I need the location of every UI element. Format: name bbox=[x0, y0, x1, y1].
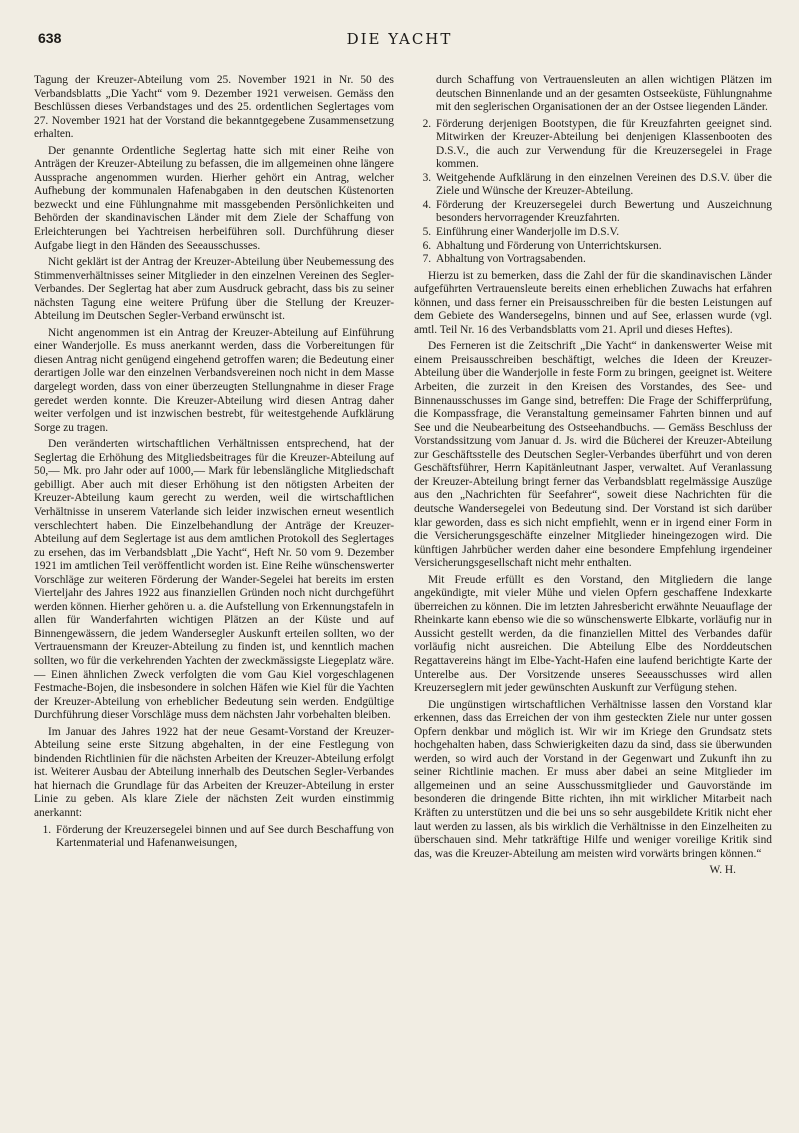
paragraph: Der genannte Ordentliche Seglertag hatte sich mit einer Reihe von Anträgen der Kreuzer-Abteilung zu befassen, die im allgemeinen ohne längere Aussprache angenommen wurden. Hierher gehört ein Antrag, welcher Aufhebung der kommunalen Hafenabgaben in den deutschen Küstenorten bezweckt und eine Fühlungnahme mit massgebenden Persönlichkeiten und Behörden der skandinavischen Länder mit dem Ziele der Schaffung von Erleichterungen bei Yachtreisen herbeiführen soll. Durchführung dieser Aufgabe liegt in den Händen des Seeausschusses. bbox=[34, 144, 394, 252]
goals-list bbox=[34, 824, 394, 851]
list-item: 6. Abhaltung und Förderung von Unterrichtskursen. bbox=[434, 240, 772, 254]
paragraph: Die ungünstigen wirtschaftlichen Verhältnisse lassen den Vorstand klar erkennen, dass das Erreichen der von ihm gesteckten Ziele nur unter gossen Opfern denkbar und möglich ist. Wir wir im Kriege den Grundsatz stets hochgehalten haben, dass Schwierigkeiten dazu da sind, dass sie überwunden werden, so wird auch der Vorstand in der Gegenwart und Zukunft ihn zu seiner Richtlinie machen. Er muss aber dabei an seine Mitglieder im allgemeinen und an seine Ausschussmitglieder und Gauvorstände im besonderen die dringende Bitte richten, ihn mit wirklicher Mitarbeit nach Kräften zu unterstützen und die bei uns so sehr ausgebildete Kritik nicht eher laut werden zu lassen, als bis wirklich die Verhältnisse in den Einzelheiten zu überschauen sind. Mehr tatkräftige Hilfe und weniger voreilige Kritik sind das, was die Kreuzer-Abteilung am meisten wird vorwärts bringen können.“ bbox=[414, 698, 772, 860]
list-item: 2. Förderung derjenigen Bootstypen, die für Kreuzfahrten geeignet sind. Mitwirken der Kreuzer-Abteilung bei denjenigen Klassenbooten des D.S.V., die auch zur Verwendung für die Kreuzersegelei in Frage kommen. bbox=[434, 118, 772, 172]
list-item: 7. Abhaltung von Vortragsabenden. bbox=[434, 253, 772, 267]
paragraph: Des Ferneren ist die Zeitschrift „Die Yacht“ in dankenswerter Weise mit einem Preisausschreiben beschäftigt, welches die Ideen der Kreuzer-Abteilung über die Wanderjolle in feste Form zu bringen, geeignet ist. Weitere Arbeiten, die zurzeit in den Kreisen des Vorstandes, des See- und Binnenausschusses im Gange sind, betreffen: Die Frage der Schifferprüfung, die Kompassfrage, die Veranstaltung gemeinsamer Fahrten binnen und auf See und die Neubearbeitung des Ostseehandbuchs. — Gemäss Beschluss der Vorstandssitzung vom Januar d. Js. wird die Bücherei der Kreuzer-Abteilung zur Geschäftsstelle des Deutschen Segler-Verbandes überführt und von deren Geschäftsführer, Herrn Kapitänleutnant Jasper, verwaltet. Auf Veranlassung der Kreuzer-Abteilung bringt ferner das Verbandsblatt regelmässige Auszüge aus den „Nachrichten für Seefahrer“, soweit diese Nachrichten für die deutsche Wandersegelei von Bedeutung sind. Der Vorstand ist sich darüber klar geworden, dass es sich nicht empfiehlt, wenn er in irgend einer Form in die Versicherungsgeschäfte einzelner Mitglieder hineingezogen wird. Die künftigen Jahrbücher werden daher eine besondere Empfehlung irgendeiner Versicherungsgesellschaft nicht mehr enthalten. bbox=[414, 340, 772, 570]
signature: W. H. bbox=[709, 864, 736, 877]
running-title: DIE YACHT bbox=[346, 30, 453, 48]
paragraph: Tagung der Kreuzer-Abteilung vom 25. November 1921 in Nr. 50 des Verbandsblatts „Die Yacht“ vom 9. Dezember 1921 verweisen. Gemäss den Beschlüssen dieses Verbandstages und des 25. ordentlichen Seglertages vom 27. November 1921 hat der Vorstand die bekanntgegebene Zusammensetzung erhalten. bbox=[34, 74, 394, 141]
page-header bbox=[34, 30, 765, 52]
paragraph: Mit Freude erfüllt es den Vorstand, den Mitgliedern die lange angekündigte, mit vieler Mühe und vielen Opfern geschaffene Indexkarte überreichen zu können. Die im letzten Jahresbericht erwähnte Neuauflage der Rheinkarte kann ebenso wie die so wünschenswerte Elbkarte, vorläufig nur in Aussicht gestellt werden, da die finanziellen Mittel des Verbandes dafür vorläufig nicht ausreichen. Die Abteilung Elbe des Norddeutschen Regattavereins hängt im Elbe-Yacht-Hafen eine laufend berichtigte Karte der Unterelbe aus. Der Vorsitzende unseres Seeausschusses wird allen Kreuzerseglern mit jeder gewünschten Auskunft zur Verfügung stehen. bbox=[414, 573, 772, 695]
list-item: 5. Einführung einer Wanderjolle im D.S.V. bbox=[434, 226, 772, 240]
goals-list-continued bbox=[414, 118, 772, 267]
paragraph: Nicht angenommen ist ein Antrag der Kreuzer-Abteilung auf Einführung einer Wanderjolle. Es muss anerkannt werden, dass die Vorbereitungen für diesen Antrag nicht genügend eingehend getroffen waren; die Bedeutung einer derartigen Jolle war den einzelnen Verbandsvereinen noch nicht in dem Masse dargelegt worden, dass von einer überzeugten Stellungnahme in dieser Frage geredet werden konnte. Die Kreuzer-Abteilung wird diesen Antrag daher weiter verfolgen und ist inzwischen bestrebt, für weitestgehende Aufklärung Sorge zu tragen. bbox=[34, 326, 394, 434]
right-column bbox=[414, 74, 772, 881]
paragraph: Nicht geklärt ist der Antrag der Kreuzer-Abteilung über Neubemessung des Stimmenverhältnisses seiner Mitglieder in den einzelnen Vereinen des Segler-Verbandes. Der Seglertag hat aber zum Ausdruck gebracht, dass bis zu seiner nächsten Tagung eine weitere Prüfung über die Stellung der Kreuzer-Abteilung im Deutschen Segler-Verband erwünscht ist. bbox=[34, 256, 394, 323]
page-number: 638 bbox=[38, 30, 62, 46]
list-item: 1. Förderung der Kreuzersegelei binnen und auf See durch Beschaffung von Kartenmaterial und Hafenanweisungen, bbox=[54, 824, 394, 851]
list-item-continuation: durch Schaffung von Vertrauensleuten an allen wichtigen Plätzen im deutschen Binnenlande und an der gesamten Ostseeküste, Fühlungnahme mit den seglerischen Organisationen der an der Ostsee liegenden Länder. bbox=[436, 74, 772, 114]
left-column bbox=[34, 74, 394, 854]
paragraph: Hierzu ist zu bemerken, dass die Zahl der für die skandinavischen Länder aufgeführten Vertrauensleute bereits einen erheblichen Zuwachs hat erfahren können, und dass ferner ein Preisausschreiben für die besten Leistungen auf dem Gebiete des Wandersegelns, binnen und auf See, erlassen wurde (vgl. amtl. Teil Nr. 16 des Verbandsblatts vom 21. April und dieses Heftes). bbox=[414, 269, 772, 336]
paragraph: Im Januar des Jahres 1922 hat der neue Gesamt-Vorstand der Kreuzer-Abteilung seine erste Sitzung abgehalten, in der eine Festlegung von bindenden Richtlinien für die nächsten Arbeiten der Kreuzer-Abteilung erfolgt ist. Weiterer Ausbau der Abteilung innerhalb des Deutschen Segler-Verbandes hat hiernach die Grundlage für das Arbeiten der Kreuzer-Abteilung in erster Linie zu geben. Als klare Ziele der nächsten Zeit wurden einstimmig anerkannt: bbox=[34, 725, 394, 819]
paragraph: Den veränderten wirtschaftlichen Verhältnissen entsprechend, hat der Seglertag die Erhöhung des Mitgliedsbeitrages für die Kreuzer-Abteilung auf 50,— Mk. pro Jahr oder auf 1000,— Mark für lebenslängliche Mitgliedschaft gebilligt. Aber auch mit dieser Erhöhung ist den nötigsten Arbeiten der Kreuzer-Abteilung kaum gerecht zu werden, weil die wirtschaftlichen Verhältnisse in unserem Vaterlande sich leider inzwischen erneut wesentlich verschlechtert haben. Die Einzelbehandlung der Anträge der Kreuzer-Abteilung auf dem Seglertage ist aus dem amtlichen Protokoll des Seglertages zu ersehen, das im Verbandsblatt „Die Yacht“, Heft Nr. 50 vom 9. Dezember 1921 im amtlichen Teil veröffentlicht worden ist. Eine Reihe wünschenswerter Vorschläge zur weiteren Förderung der Wander-Segelei hat bereits im ersten Vierteljahr des Jahres 1922 aus finanziellen Gründen noch nicht durchgeführt werden können. Hierher gehören u. a. die Aufstellung von Erkennungstafeln in allen für Wanderfahrten wichtigen Plätzen an der Küste und auf Binnengewässern, die jedem Wandersegler Auskunft erteilen sollten, wo der Vertrauensmann der Kreuzer-Abteilung zu finden ist, und kenntlich machen sollten, wo für die verkehrenden Yachten der zweckmässigste Liegeplatz wäre. — Einen ähnlichen Zweck verfolgten die vom Gau Kiel vorgeschlagenen Festmache-Bojen, die insbesondere in solchen Häfen wie Kiel für die Yachten der Kreuzer-Abteilung von erheblicher Bedeutung sein werden. Endgültige Durchführung dieser Vorschläge muss dem nächsten Jahr vorbehalten bleiben. bbox=[34, 438, 394, 722]
list-item: 3. Weitgehende Aufklärung in den einzelnen Vereinen des D.S.V. über die Ziele und Wünsche der Kreuzer-Abteilung. bbox=[434, 172, 772, 199]
list-item: 4. Förderung der Kreuzersegelei durch Bewertung und Auszeichnung besonders hervorragender Kreuzfahrten. bbox=[434, 199, 772, 226]
